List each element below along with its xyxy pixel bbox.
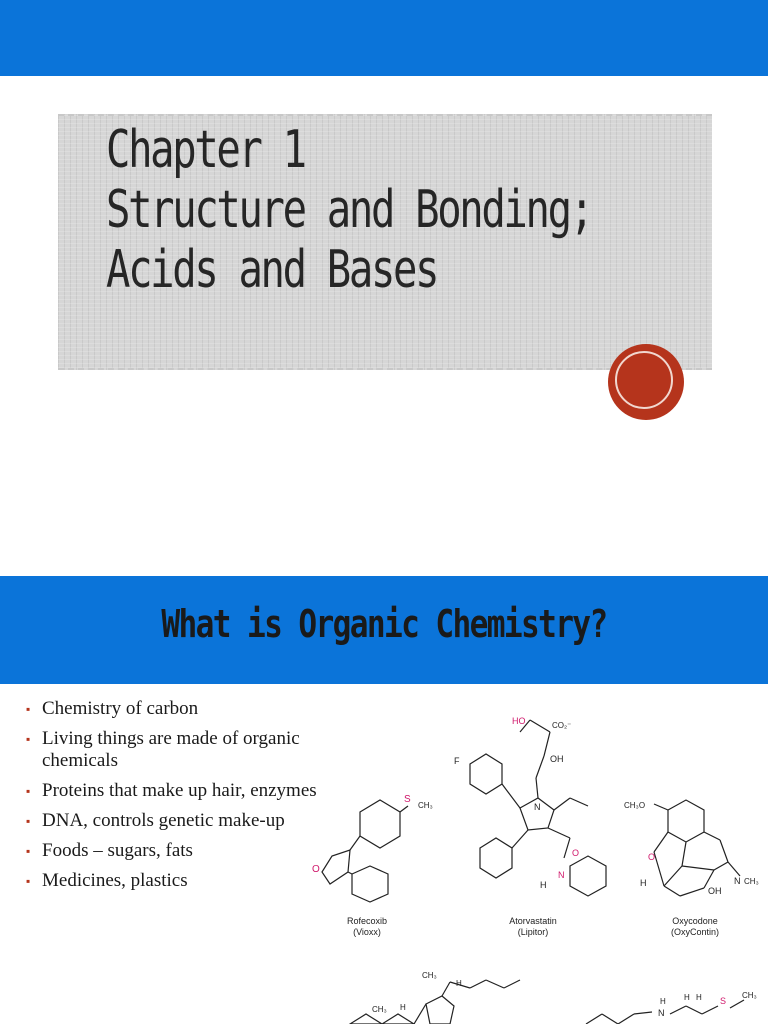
nitrogen-label: N: [558, 870, 565, 880]
hydroxyl-label: OH: [550, 754, 564, 764]
molecule-brand: (Vioxx): [353, 927, 381, 937]
methyl-label: CH₃: [742, 991, 757, 1000]
bullet-item: ▪ Living things are made of organic chemicals: [26, 728, 326, 772]
hydrogen-label: H: [660, 997, 666, 1006]
molecule-name: Oxycodone: [672, 916, 718, 926]
slide1-top-bar: [0, 0, 768, 76]
carboxylate-label: CO₂⁻: [552, 721, 572, 730]
molecule-caption-rofecoxib: [312, 916, 422, 938]
bullet-list: [26, 698, 326, 900]
bullet-item: ▪ Chemistry of carbon: [26, 698, 326, 720]
bullet-item: ▪ Medicines, plastics: [26, 870, 326, 892]
molecule-name: Rofecoxib: [346, 916, 388, 926]
badge-ring: [615, 351, 673, 409]
nitrogen-label: N: [534, 802, 541, 812]
sulfur-label: S: [404, 794, 411, 805]
oxycodone-structure-image: [624, 796, 768, 916]
molecule-brand: (Lipitor): [517, 927, 549, 937]
title-line-1: Chapter 1: [106, 120, 305, 180]
oxygen-label: O: [312, 864, 320, 875]
nitrogen-label: N: [734, 876, 741, 886]
title-line-3: Acids and Bases: [106, 240, 438, 300]
bullet-item: ▪ DNA, controls genetic make-up: [26, 810, 326, 832]
fluorine-label: F: [454, 756, 460, 766]
methyl-label: CH₃: [418, 801, 433, 810]
methyl-label: CH₃: [744, 877, 759, 886]
slide-title: [106, 120, 592, 300]
bullet-item: ▪ Proteins that make up hair, enzymes: [26, 780, 326, 802]
methyl-label: CH₃: [422, 971, 437, 980]
hydrogen-label: H: [640, 878, 647, 888]
molecule-caption-atorvastatin: [478, 916, 588, 938]
atorvastatin-structure-image: [440, 698, 620, 908]
oxygen-label: O: [648, 852, 656, 862]
oxygen-label: O: [572, 848, 580, 858]
slide2-title: What is Organic Chemistry?: [161, 602, 607, 646]
title-box: [58, 114, 712, 370]
title-line-2: Structure and Bonding;: [106, 180, 592, 240]
hydrogen-label: H: [540, 880, 547, 890]
hydrogen-label: H: [456, 979, 462, 988]
hydroxyl-label: HO: [512, 716, 526, 726]
hydrogen-label: H: [696, 993, 702, 1002]
hydroxyl-label: OH: [708, 886, 722, 896]
content-slide: [0, 576, 768, 1024]
slide2-header-bar: [0, 576, 768, 684]
methoxy-label: CH₃O: [624, 801, 646, 810]
methyl-label: CH₃: [372, 1005, 387, 1014]
molecule-brand: (OxyContin): [670, 927, 719, 937]
decorative-circle-badge: [608, 344, 684, 420]
nitrogen-label: N: [658, 1008, 665, 1018]
sulfur-label: S: [720, 996, 727, 1006]
hydrogen-label: H: [684, 993, 690, 1002]
slide-gap: [0, 548, 768, 576]
bullet-item: ▪ Foods – sugars, fats: [26, 840, 326, 862]
bottom-structures-image: [330, 968, 768, 1024]
molecule-name: Atorvastatin: [509, 916, 557, 926]
molecule-caption-oxycodone: [640, 916, 750, 938]
hydrogen-label: H: [400, 1003, 406, 1012]
rofecoxib-structure-image: [300, 784, 440, 904]
